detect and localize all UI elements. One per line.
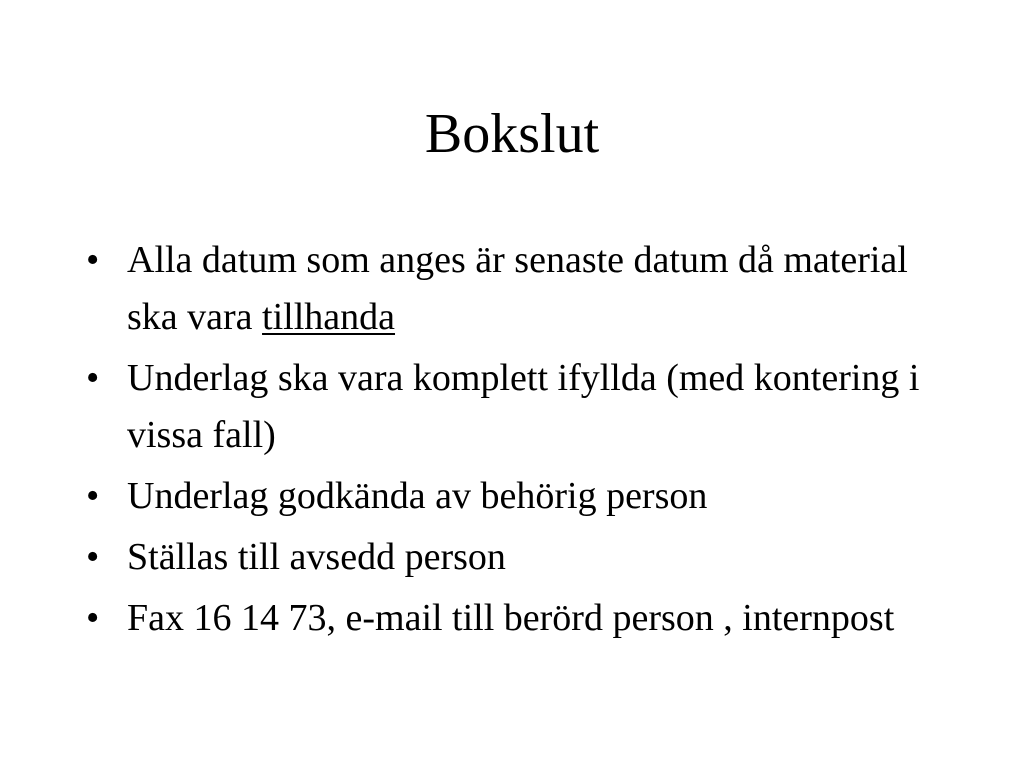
bullet-text: Alla datum som anges är senaste datum då material ska vara — [127, 239, 908, 338]
bullet-item — [86, 350, 966, 464]
bullet-icon: • — [86, 357, 100, 399]
slide-title: Bokslut — [424, 103, 600, 165]
bullet-text: Ställas till avsedd person — [127, 536, 506, 578]
bullet-text: Fax 16 14 73, e-mail till berörd person , internpost — [127, 597, 895, 639]
bullet-icon: • — [86, 239, 100, 281]
bullet-icon: • — [86, 536, 100, 578]
bullet-item — [86, 529, 966, 586]
bullet-text: Underlag godkända av behörig person — [127, 475, 708, 517]
bullet-list — [86, 232, 966, 651]
underlined-word: tillhanda — [262, 296, 396, 338]
bullet-item — [86, 468, 966, 525]
bullet-item — [86, 590, 966, 647]
bullet-text: Underlag ska vara komplett ifyllda (med kontering i vissa fall) — [127, 357, 920, 456]
bullet-icon: • — [86, 475, 100, 517]
bullet-icon: • — [86, 597, 100, 639]
bullet-item — [86, 232, 966, 346]
